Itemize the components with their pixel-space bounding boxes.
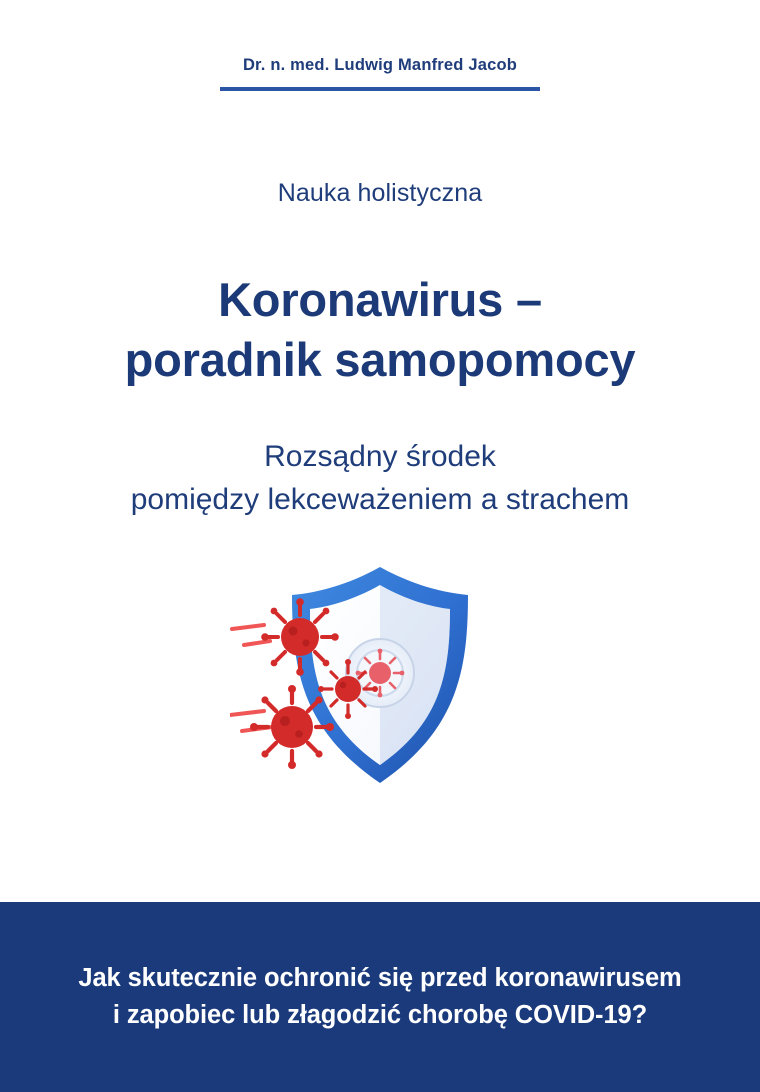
page-title-line-2: poradnik samopomocy (124, 332, 636, 386)
series-label: Nauka holistyczna (277, 178, 483, 207)
subtitle-line-2: pomiędzy lekceważeniem a strachem (130, 482, 630, 516)
banner-line-1: Jak skutecznie ochronić się przed koronawirusem (78, 964, 682, 993)
author-name: Dr. n. med. Ludwig Manfred Jacob (242, 56, 518, 74)
banner-line-2: i zapobiec lub złagodzić chorobę COVID-19? (112, 1001, 648, 1029)
shield-blocking-virus-illustration (230, 555, 530, 795)
bottom-banner (0, 902, 760, 1092)
subtitle (131, 436, 630, 521)
page-title (125, 270, 636, 390)
author-divider (220, 87, 540, 91)
subtitle-line-1: Rozsądny środek (264, 440, 496, 474)
page-title-line-1: Koronawirus – (218, 272, 542, 326)
banner-question (78, 960, 681, 1034)
author-block (220, 56, 540, 91)
